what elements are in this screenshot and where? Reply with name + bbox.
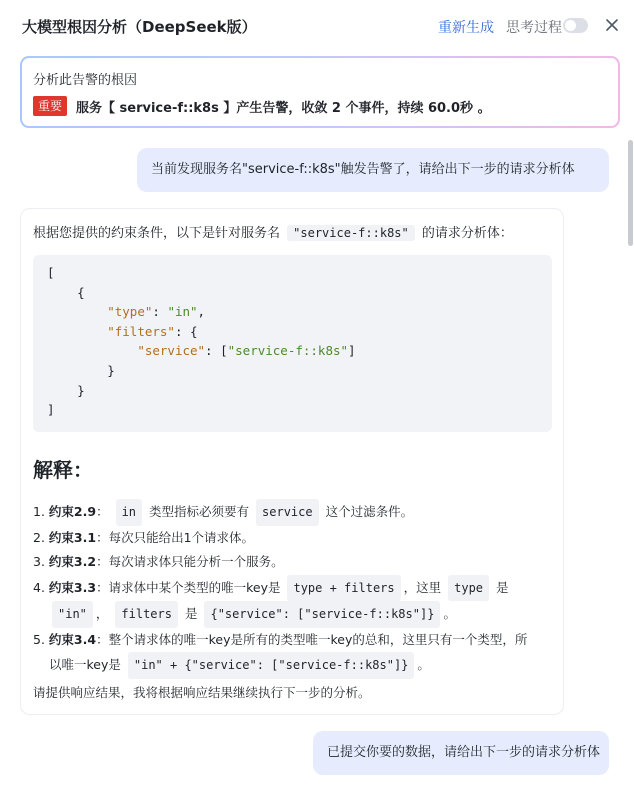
- code-token: {: [77, 284, 85, 300]
- item-text: 。: [443, 606, 456, 621]
- user-message: 当前发现服务名"service-f::k8s"触发告警了，请给出下一步的请求分析体: [137, 148, 609, 192]
- item-text: 每次只能给出1个请求体。: [108, 529, 255, 545]
- inline-code: "in" + {"service": ["service-f::k8s"]}: [128, 652, 415, 679]
- assistant-message: [20, 208, 564, 715]
- item-text: ，这里: [403, 579, 442, 595]
- item-text: 类型指标必须要有: [149, 504, 250, 519]
- item-text: ，: [95, 606, 109, 621]
- list-number: 3.: [33, 554, 45, 569]
- item-text: 请求体中某个类型的唯一key是: [108, 579, 281, 595]
- list-item: [33, 550, 557, 575]
- constraint-label: 约束3.4: [48, 631, 97, 647]
- code-string: "service-f::k8s": [227, 343, 349, 359]
- toggle-knob: [565, 20, 576, 31]
- code-block: [33, 255, 552, 432]
- item-text: 是: [496, 579, 509, 595]
- code-content: [ { "type": "in", "filters": { "service": ["service-f::k8s"] } } ]: [47, 265, 356, 418]
- item-text: 。: [417, 657, 430, 672]
- explanation-list: [33, 499, 557, 679]
- thinking-process-label: 思考过程: [506, 20, 562, 36]
- list-item: [33, 526, 557, 551]
- constraint-label: 约束2.9: [48, 504, 97, 519]
- user-message: 已提交你要的数据，请给出下一步的请求分析体: [313, 731, 609, 775]
- page-title: 大模型根因分析（DeepSeek版）: [22, 18, 257, 36]
- inline-code: {"service": ["service-f::k8s"]}: [204, 601, 440, 628]
- item-text: 是: [184, 606, 198, 621]
- constraint-label: 约束3.1: [48, 529, 97, 545]
- list-number: 5.: [33, 631, 45, 647]
- inline-code: filters: [115, 601, 178, 628]
- list-item: [33, 575, 557, 628]
- separator: ：: [96, 529, 109, 545]
- close-button[interactable]: [602, 15, 622, 35]
- inline-code: type + filters: [287, 575, 400, 602]
- intro-prefix: 根据您提供的约束条件，以下是针对服务名: [33, 226, 281, 241]
- item-text: 以唯一key是: [49, 657, 121, 672]
- code-key: "filters": [107, 323, 175, 339]
- severity-badge: 重要: [33, 96, 67, 116]
- list-number: 4.: [33, 579, 45, 595]
- intro-suffix: 的请求分析体：: [421, 226, 513, 241]
- scrollbar-thumb[interactable]: [628, 140, 633, 246]
- code-token: ]: [47, 402, 55, 418]
- item-text: 每次请求体只能分析一个服务。: [108, 554, 284, 569]
- code-string: "in": [167, 304, 198, 320]
- regenerate-button[interactable]: 重新生成: [438, 20, 494, 36]
- header: [0, 0, 634, 52]
- alert-question: 分析此告警的根因: [33, 73, 138, 88]
- alert-card: [20, 56, 620, 128]
- code-token: [: [47, 265, 55, 280]
- inline-code: type: [448, 575, 489, 602]
- explanation-heading: 解释：: [33, 458, 93, 482]
- separator: ：: [96, 579, 109, 595]
- alert-card-inner: [22, 58, 618, 126]
- separator: ：: [96, 554, 109, 569]
- list-item: [33, 628, 557, 679]
- list-number: 2.: [33, 529, 45, 545]
- inline-code: "in": [52, 601, 93, 628]
- separator: ：: [96, 631, 109, 647]
- code-token: }: [77, 382, 85, 398]
- inline-code: "service-f::k8s": [287, 225, 415, 241]
- thinking-process-toggle[interactable]: [563, 18, 588, 33]
- code-token: }: [107, 362, 115, 378]
- list-item: [33, 499, 557, 526]
- constraint-label: 约束3.3: [48, 579, 97, 595]
- code-key: "type": [107, 304, 153, 320]
- constraint-label: 约束3.2: [48, 554, 97, 569]
- list-item-continuation: [33, 652, 557, 679]
- separator: ：: [96, 504, 109, 519]
- answer-intro: [33, 222, 513, 241]
- list-item-continuation: [33, 601, 557, 628]
- list-number: 1.: [33, 504, 45, 519]
- inline-code: in: [116, 499, 142, 526]
- inline-code: service: [256, 499, 319, 526]
- alert-summary: 服务【 service-f::k8s 】产生告警，收敛 2 个事件，持续 60.0秒 。: [76, 101, 491, 116]
- close-icon: [602, 15, 622, 35]
- item-text: 整个请求体的唯一key是所有的类型唯一key的总和，这里只有一个类型，所: [108, 631, 528, 647]
- code-key: "service": [137, 343, 206, 359]
- answer-outro: 请提供响应结果，我将根据响应结果继续执行下一步的分析。: [33, 685, 371, 700]
- item-text: 这个过滤条件。: [325, 504, 414, 519]
